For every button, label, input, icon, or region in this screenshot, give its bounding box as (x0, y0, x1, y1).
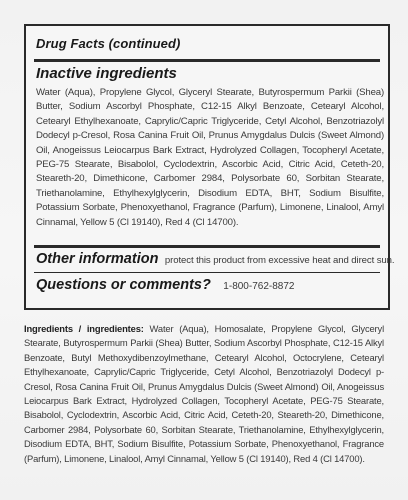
section-divider-thin (34, 272, 380, 273)
drug-facts-title: Drug Facts (continued) (36, 36, 181, 51)
other-information-row (36, 250, 395, 268)
questions-phone-number: 1-800-762-8872 (223, 281, 295, 292)
inactive-ingredients-text: Water (Aqua), Propylene Glycol, Glyceryl Stearate, Butyrospermum Parkii (Shea) Butter, Sodium Ascorbyl Phosphate, C12-15 Alkyl Benzoate, Cetearyl Alcohol, Cetearyl Ethylhexanoate, Caprylic/Capric Triglyceride, Cetyl Alcohol, Benzotriazolyl Dodecyl p-Cresol, Rosa Canina Fruit Oil, Prunus Amygdalus Dulcis (Sweet Almond) Oil, Anogeissus Leiocarpus Bark Extract, Hydrolyzed Collagen, Tocopheryl Acetate, PEG-75 Stearate, Bisabolol, Cyclodextrin, Ascorbic Acid, Citric Acid, Ceteth-20, Steareth-20, Dimethicone, Carbomer 2984, Polysorbate 60, Sorbitan Stearate, Triethanolamine, Ethylhexylglycerin, Disodium EDTA, BHT, Sodium Bisulfite, Potassium Sorbate, Phenoxyethanol, Fragrance (Parfum), Limonene, Linalool, Amyl Cinnamal, Yellow 5 (Cl 19140), Red 4 (Cl 14700). (36, 87, 384, 228)
section-divider-thick (34, 59, 380, 62)
other-information-text: protect this product from excessive heat and direct sun. (164, 255, 395, 266)
questions-row (36, 276, 294, 294)
other-information-title: Other information (36, 251, 159, 267)
questions-title: Questions or comments? (36, 277, 211, 293)
ingredients-text: Water (Aqua), Homosalate, Propylene Glycol, Glyceryl Stearate, Butyrospermum Parkii (Shea) Butter, Sodium Ascorbyl Phosphate, C12-15 Alkyl Benzoate, Butyl Methoxydibenzoylmethane, Cetearyl Alcohol, Octocrylene, Cetearyl Ethylhexanoate, Caprylic/Capric Triglyceride, Cetyl Alcohol, Benzotriazolyl Dodecyl p-Cresol, Rosa Canina Fruit Oil, Prunus Amygdalus Dulcis (Sweet Almond) Oil, Anogeissus Leiocarpus Bark Extract, Hydrolyzed Collagen, Tocopheryl Acetate, PEG-75 Stearate, Bisabolol, Cyclodextrin, Ascorbic Acid, Citric Acid, Ceteth-20, Steareth-20, Dimethicone, Carbomer 2984, Polysorbate 60, Sorbitan Stearate, Triethanolamine, Ethylhexylglycerin, Disodium EDTA, BHT, Sodium Bisulfite, Potassium Sorbate, Phenoxyethanol, Fragrance (Parfum), Limonene, Linalool, Amyl Cinnamal, Yellow 5 (Cl 19140), Red 4 (Cl 14700). (24, 323, 384, 464)
ingredients-label: Ingredients / ingredientes: (24, 323, 144, 334)
inactive-ingredients-title: Inactive ingredients (36, 65, 177, 82)
drug-facts-panel (24, 24, 395, 310)
ingredients-paragraph (24, 322, 384, 466)
section-divider-thick (34, 245, 380, 248)
